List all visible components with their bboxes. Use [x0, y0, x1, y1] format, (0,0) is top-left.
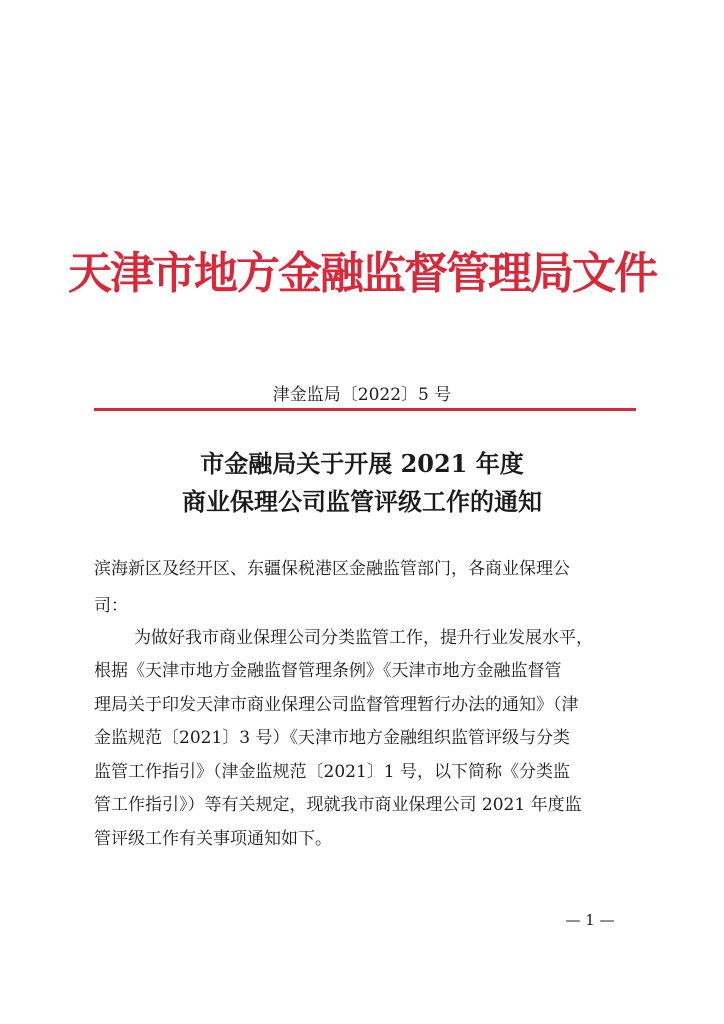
- addressee-line-1: 滨海新区及经开区、东疆保税港区金融监管部门，各商业保理公: [94, 559, 570, 579]
- body-paragraph-line: 理局关于印发天津市商业保理公司监督管理暂行办法的通知》（津: [94, 695, 579, 715]
- body-paragraph-line: 管评级工作有关事项通知如下。: [94, 829, 332, 849]
- body-paragraph-line: 监管工作指引》（津金监规范〔2021〕1 号，以下简称《分类监: [94, 762, 570, 782]
- body-paragraph-line: 金监规范〔2021〕3 号）《天津市地方金融组织监管评级与分类: [94, 728, 570, 748]
- document-number: 津金监局〔2022〕5 号: [272, 385, 452, 405]
- page-number: — 1 —: [565, 911, 615, 929]
- red-divider-line: [94, 408, 636, 411]
- body-paragraph-line: 管工作指引》）等有关规定，现就我市商业保理公司 2021 年度监: [94, 795, 582, 815]
- notice-title-line-2: 商业保理公司监管评级工作的通知: [182, 487, 542, 516]
- notice-title-line-1: 市金融局关于开展 2021 年度: [200, 449, 524, 478]
- addressee-line-2: 司：: [94, 596, 128, 616]
- body-paragraph-line: 根据《天津市地方金融监督管理条例》《天津市地方金融监督管: [94, 661, 562, 681]
- masthead-title: 天津市地方金融监督管理局文件: [68, 248, 656, 299]
- body-paragraph-line: 为做好我市商业保理公司分类监管工作，提升行业发展水平，: [134, 628, 593, 648]
